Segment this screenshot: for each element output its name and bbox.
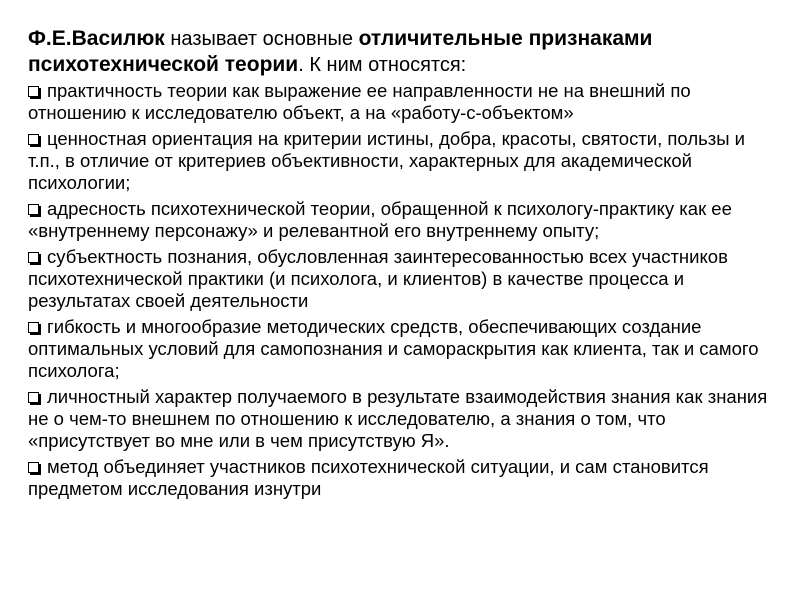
list-item-text: метод объединяет участников психотехнической ситуации, и сам становится предметом исследования изнутри	[28, 456, 709, 499]
intro-paragraph	[28, 26, 768, 78]
list-item	[28, 456, 768, 500]
list-item	[28, 198, 768, 242]
list-item	[28, 128, 768, 194]
square-bullet-icon	[28, 462, 39, 473]
list-item-text: субъектность познания, обусловленная заинтересованностью всех участников психотехнической практики (и психолога, и клиентов) в качестве процесса и результатах своей деятельности	[28, 246, 728, 311]
list-item-text: личностный характер получаемого в результате взаимодействия знания как знания не о чем-то внешнем по отношению к исследователю, а знания о том, что «присутствует во мне или в чем присутствую Я».	[28, 386, 768, 451]
author-name: Ф.Е.Василюк	[28, 27, 165, 50]
list-item	[28, 246, 768, 312]
list-item	[28, 386, 768, 452]
square-bullet-icon	[28, 86, 39, 97]
list-item-text: практичность теории как выражение ее направленности не на внешний по отношению к исследователю объект, а на «работу-с-объектом»	[28, 80, 691, 123]
intro-lead-text: называет основные	[164, 28, 359, 50]
list-item-text: адресность психотехнической теории, обращенной к психологу-практику как ее «внутреннему персонажу» и релевантной его внутреннему опыту;	[28, 198, 732, 241]
square-bullet-icon	[28, 204, 39, 215]
intro-tail-text: . К ним относятся:	[298, 54, 467, 76]
square-bullet-icon	[28, 252, 39, 263]
list-item	[28, 80, 768, 124]
list-item-text: ценностная ориентация на критерии истины, добра, красоты, святости, пользы и т.п., в отличие от критериев объективности, характерных для академической психологии;	[28, 128, 746, 193]
list-item-text: гибкость и многообразие методических средств, обеспечивающих создание оптимальных условий для самопознания и самораскрытия как клиента, так и самого психолога;	[28, 316, 759, 381]
list-item	[28, 316, 768, 382]
intro-emphasis: отличительные признаками психотехнической теории	[28, 27, 653, 76]
features-list	[28, 80, 768, 504]
square-bullet-icon	[28, 134, 39, 145]
square-bullet-icon	[28, 322, 39, 333]
square-bullet-icon	[28, 392, 39, 403]
